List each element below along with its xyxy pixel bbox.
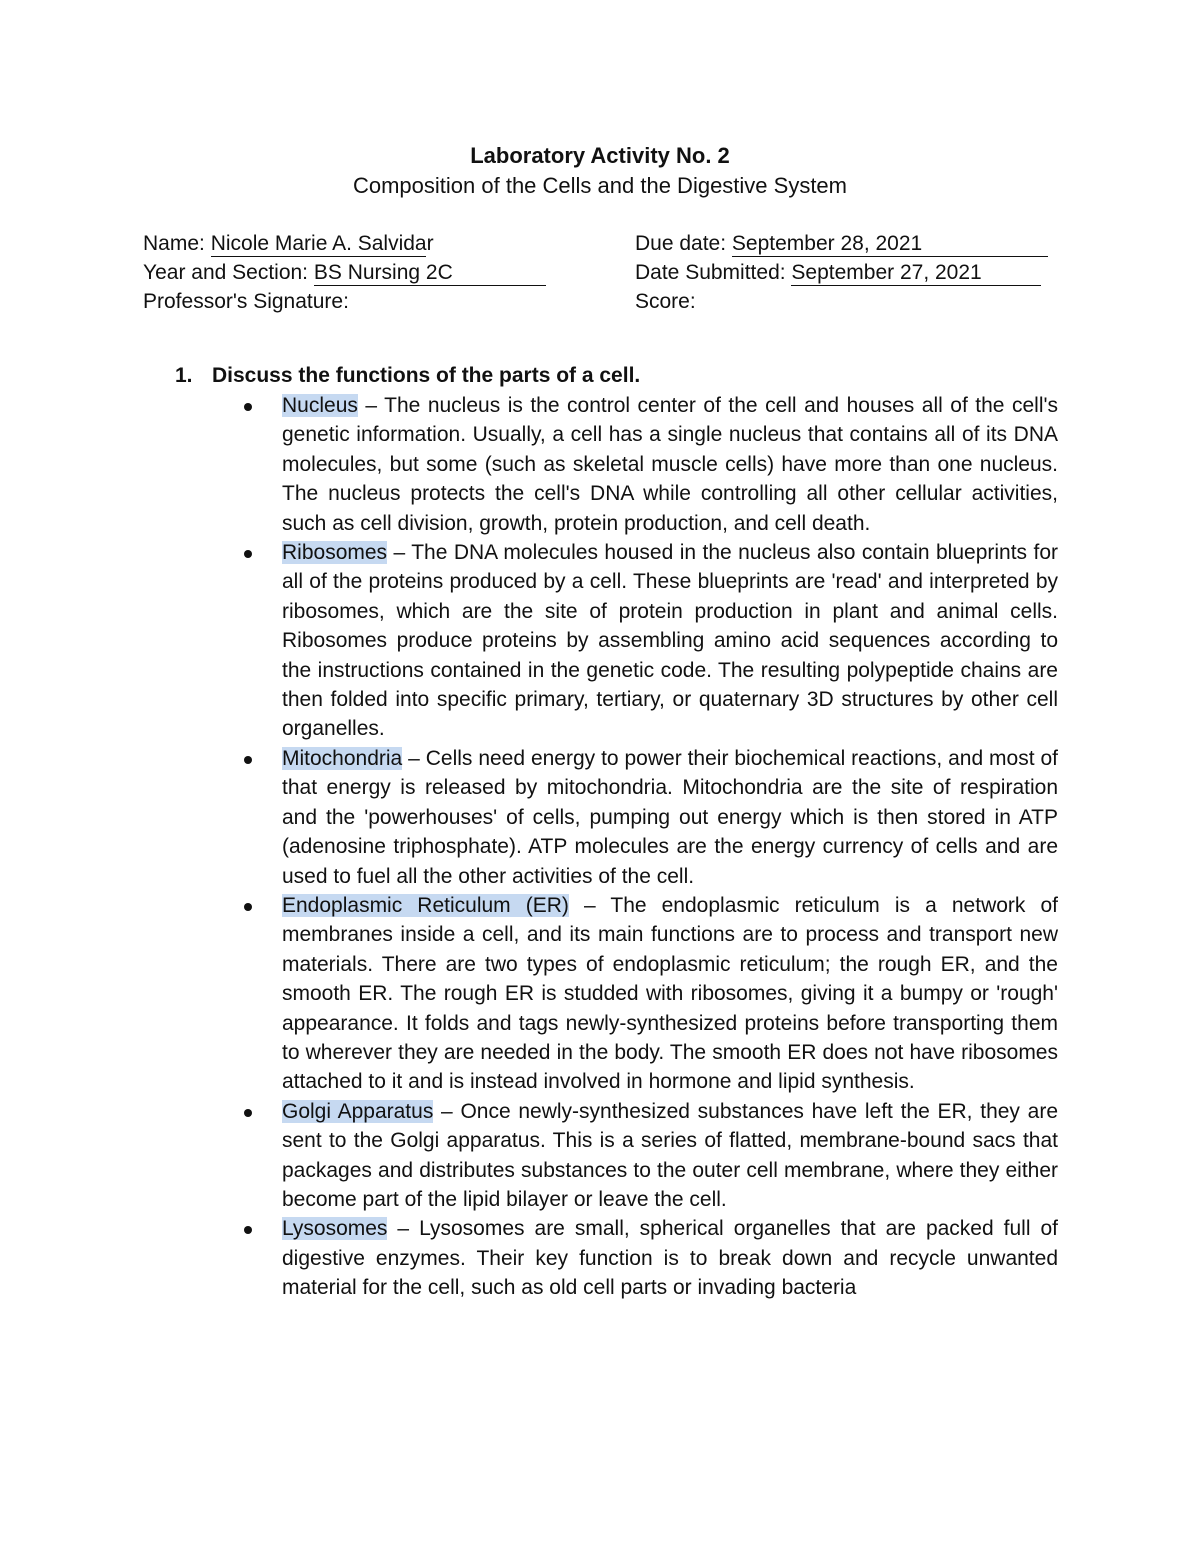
question-number: 1.: [175, 364, 193, 387]
date-submitted-field: [635, 259, 1041, 287]
section-label: Year and Section:: [143, 261, 314, 284]
list-item-endoplasmic-reticulum: [282, 891, 1058, 1097]
term-mitochondria: Mitochondria: [282, 746, 403, 770]
bullet-icon: [244, 756, 252, 764]
bullet-icon: [244, 903, 252, 911]
list-item-nucleus: [282, 391, 1058, 538]
cell-parts-list: [282, 391, 1058, 1303]
score-field: [635, 288, 696, 316]
signature-label: Professor's Signature:: [143, 290, 349, 313]
description-endoplasmic-reticulum: – The endoplasmic reticulum is a network of membranes inside a cell, and its main functions are to process and transport new materials. There are two types of endoplasmic reticulum; the rough ER, and the smooth ER. The rough ER is studded with ribosomes, giving it a bumpy or 'rough' appearance. It folds and tags newly-synthesized proteins before transporting them to wherever they are needed in the body. The smooth ER does not have ribosomes attached to it and is instead involved in hormone and lipid synthesis.: [282, 893, 1058, 1094]
list-item-mitochondria: [282, 744, 1058, 891]
description-mitochondria: – Cells need energy to power their biochemical reactions, and most of that energy is released by mitochondria. Mitochondria are the site of respiration and the 'powerhouses' of cells, pumping out energy which is then stored in ATP (adenosine triphosphate). ATP molecules are the energy currency of cells and are used to fuel all the other activities of the cell.: [282, 746, 1058, 888]
question-1: [175, 362, 640, 390]
date-submitted-label: Date Submitted:: [635, 261, 792, 284]
term-nucleus: Nucleus: [282, 394, 358, 417]
due-date-label: Due date:: [635, 232, 732, 255]
section-field: [143, 259, 546, 287]
name-value: Nicole Marie A. Salvidar: [210, 232, 434, 255]
name-field: [143, 230, 434, 258]
score-label: Score:: [635, 290, 696, 313]
term-endoplasmic-reticulum: Endoplasmic Reticulum (ER): [282, 893, 569, 917]
term-golgi-apparatus: Golgi Apparatus: [282, 1099, 434, 1123]
bullet-icon: [244, 1226, 252, 1234]
list-item-ribosomes: [282, 538, 1058, 744]
list-item-lysosomes: [282, 1214, 1058, 1302]
signature-field: [143, 288, 349, 316]
description-lysosomes: – Lysosomes are small, spherical organelles that are packed full of digestive enzymes. Their key function is to break down and recycle unwanted material for the cell, such as old cell parts or invading bacteria: [282, 1217, 1058, 1300]
document-title: Laboratory Activity No. 2: [470, 143, 730, 168]
term-lysosomes: Lysosomes: [282, 1217, 388, 1241]
due-date-field: [635, 230, 1048, 258]
bullet-icon: [244, 1109, 252, 1117]
description-golgi-apparatus: – Once newly-synthesized substances have left the ER, they are sent to the Golgi apparatus. This is a series of flatted, membrane-bound sacs that packages and distributes substances to the outer cell membrane, where they either become part of the lipid bilayer or leave the cell.: [282, 1099, 1058, 1211]
bullet-icon: [244, 403, 252, 411]
name-label: Name:: [143, 232, 211, 255]
section-value: BS Nursing 2C: [314, 262, 546, 286]
question-text: Discuss the functions of the parts of a cell.: [212, 364, 641, 387]
term-ribosomes: Ribosomes: [282, 541, 388, 565]
description-nucleus: – The nucleus is the control center of the cell and houses all of the cell's genetic information. Usually, a cell has a single nucleus that contains all of its DNA molecules, but some (such as skeletal muscle cells) have more than one nucleus. The nucleus protects the cell's DNA while controlling all other cellular activities, such as cell division, growth, protein production, and cell death.: [282, 394, 1058, 535]
list-item-golgi-apparatus: [282, 1097, 1058, 1215]
description-ribosomes: – The DNA molecules housed in the nucleus also contain blueprints for all of the proteins produced by a cell. These blueprints are 'read' and interpreted by ribosomes, which are the site of protein production in plant and animal cells. Ribosomes produce proteins by assembling amino acid sequences according to the instructions contained in the genetic code. The resulting polypeptide chains are then folded into specific primary, tertiary, or quaternary 3D structures by other cell organelles.: [282, 541, 1058, 741]
date-submitted-value: September 27, 2021: [791, 262, 1041, 286]
due-date-value: September 28, 2021: [732, 233, 1048, 257]
document-subtitle: Composition of the Cells and the Digestive System: [352, 173, 847, 198]
bullet-icon: [244, 550, 252, 558]
